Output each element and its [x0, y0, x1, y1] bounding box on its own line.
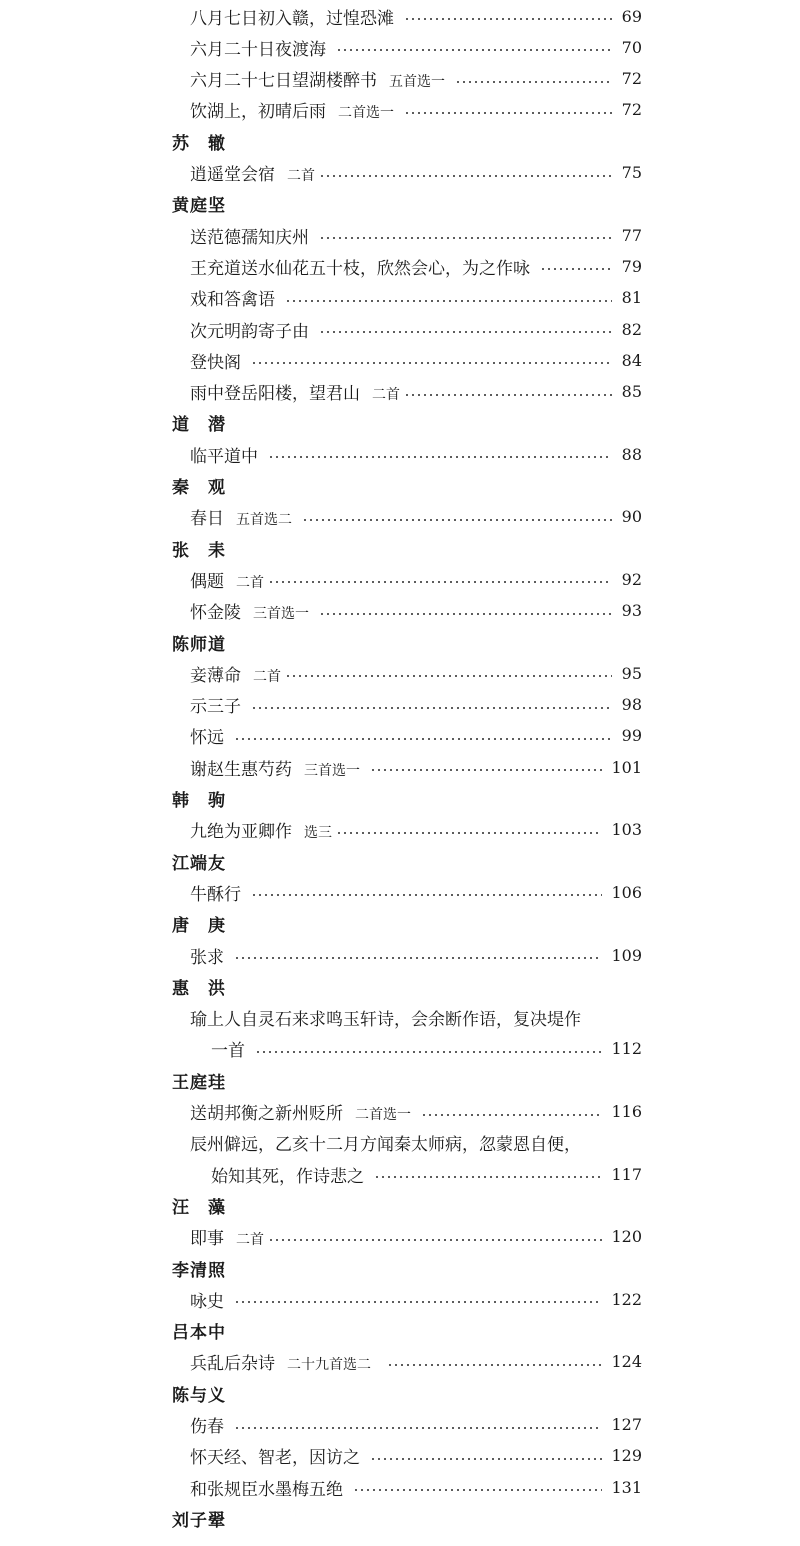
dot-leader: [234, 1301, 602, 1303]
toc-entry[interactable]: [0, 252, 800, 280]
poem-note: 三首选一: [304, 762, 360, 779]
dot-leader: [234, 738, 612, 740]
author-heading: 汪 藻: [172, 1197, 226, 1218]
toc-entry-line[interactable]: [0, 1129, 800, 1157]
page-number: 81: [621, 288, 642, 308]
dot-leader: [251, 707, 612, 709]
poem-title: [190, 160, 315, 185]
poem-title-text: 怀天经、智老，因访之: [190, 1448, 360, 1469]
poem-title-text: 六月二十七日望湖楼醉书: [190, 71, 377, 92]
author-heading: 陈师道: [172, 634, 226, 655]
dot-leader: [319, 175, 612, 177]
page-number: 72: [621, 100, 642, 120]
poem-title-text: 瑜上人自灵石来求鸣玉轩诗，会余断作语，复决堤作: [190, 1010, 581, 1031]
poem-title: [190, 943, 224, 968]
dot-leader: [404, 18, 612, 20]
poem-title-text: 张求: [190, 947, 224, 968]
poem-title-text: 临平道中: [190, 446, 258, 467]
poem-title-text: 和张规臣水墨梅五绝: [190, 1479, 343, 1500]
author-heading: 惠 洪: [172, 978, 226, 999]
page-number: 92: [621, 569, 642, 589]
author-heading: 道 潜: [172, 415, 226, 436]
page-number: 90: [621, 507, 642, 527]
poem-title: [190, 755, 360, 780]
toc-entry[interactable]: [0, 878, 800, 906]
dot-leader: [268, 456, 612, 458]
page-number: 122: [611, 1289, 642, 1309]
page-number: 70: [621, 37, 642, 57]
dot-leader: [336, 49, 612, 51]
page-number: 93: [621, 601, 642, 621]
poem-title-text: 即事: [190, 1229, 224, 1250]
author-heading: 吕本中: [172, 1323, 226, 1344]
poem-title-text: 怀远: [190, 728, 224, 749]
poem-title: [190, 285, 275, 310]
author-heading: 张 耒: [172, 540, 226, 561]
poem-title: [190, 1099, 411, 1124]
dot-leader: [387, 1364, 602, 1366]
toc-entry[interactable]: [0, 691, 800, 719]
poem-title: [190, 1475, 343, 1500]
poem-note: 二首选一: [338, 105, 394, 122]
poem-title: [190, 1224, 264, 1249]
toc-entry[interactable]: [0, 1473, 800, 1501]
author-heading: 江端友: [172, 853, 226, 874]
toc-entry[interactable]: [0, 346, 800, 374]
poem-note: 二首: [236, 1232, 264, 1249]
page-number: 82: [621, 319, 642, 339]
poem-title: [190, 97, 394, 122]
poem-title-text: 登快阁: [190, 352, 241, 373]
poem-note: 二首: [287, 168, 315, 184]
dot-leader: [540, 268, 612, 270]
poem-title-text: 牛酥行: [190, 884, 241, 905]
poem-title-text: 伤春: [190, 1417, 224, 1437]
poem-title-text: 王充道送水仙花五十枝，欣然会心，为之作咏: [190, 258, 530, 279]
page-number: 79: [621, 256, 642, 276]
page-number: 85: [621, 382, 642, 402]
poem-note: 二十九首选二: [287, 1357, 371, 1374]
toc-entry[interactable]: [0, 1442, 800, 1470]
dot-leader: [319, 331, 612, 333]
poem-note: 选三: [304, 825, 332, 842]
toc-entry[interactable]: [0, 1160, 800, 1188]
poem-title: [190, 35, 326, 60]
poem-title-text: 偶题: [190, 571, 224, 592]
poem-title-text: 八月七日初入赣，过惶恐滩: [190, 8, 394, 29]
toc-entry[interactable]: [0, 941, 800, 969]
page-number: 103: [611, 820, 642, 840]
author-heading: 王庭珪: [172, 1072, 226, 1093]
poem-title: [190, 4, 394, 29]
author-heading: 秦 观: [172, 478, 226, 498]
toc-entry-line[interactable]: [0, 1004, 800, 1032]
poem-title: [190, 223, 309, 248]
poem-title-text: 逍遥堂会宿: [190, 165, 275, 185]
toc-entry[interactable]: [0, 659, 800, 687]
poem-note: 二首: [253, 668, 281, 685]
poem-title-text: 始知其死，作诗悲之: [211, 1166, 364, 1187]
page-number: 72: [621, 69, 642, 89]
dot-leader: [251, 894, 602, 896]
dot-leader: [404, 112, 612, 114]
poem-note: 二首选一: [355, 1107, 411, 1123]
poem-title: [190, 254, 530, 279]
poem-note: 五首选一: [389, 74, 445, 91]
toc-entry[interactable]: [0, 96, 800, 124]
toc-entry[interactable]: [0, 816, 800, 844]
page-number: 124: [611, 1352, 642, 1372]
page-number: 77: [621, 225, 642, 245]
poem-title-text: 一首: [211, 1041, 245, 1062]
dot-leader: [255, 1051, 602, 1053]
dot-leader: [268, 1239, 602, 1241]
dot-leader: [302, 519, 612, 521]
toc-entry[interactable]: [0, 65, 800, 93]
toc-entry[interactable]: [0, 2, 800, 30]
poem-note: 三首选一: [253, 606, 309, 623]
poem-note: 五首选二: [236, 512, 292, 529]
toc-entry[interactable]: [0, 1035, 800, 1063]
dot-leader: [336, 832, 602, 834]
dot-leader: [268, 581, 612, 583]
toc-entry[interactable]: [0, 1223, 800, 1251]
author-heading: 陈与义: [172, 1385, 226, 1406]
poem-title-text: 雨中登岳阳楼，望君山: [190, 384, 360, 405]
poem-title-text: 示三子: [190, 697, 241, 718]
poem-title: [190, 379, 400, 404]
author-heading: 苏 辙: [172, 133, 226, 154]
author-heading: 刘子翚: [172, 1510, 226, 1531]
poem-title: [190, 661, 281, 686]
toc-entry[interactable]: [0, 1411, 800, 1439]
poem-title: [190, 1412, 224, 1437]
page-number: 88: [621, 444, 642, 464]
dot-leader: [285, 300, 612, 302]
dot-leader: [374, 1176, 602, 1178]
poem-title-text: 春日: [190, 509, 224, 530]
page-number: 101: [611, 757, 642, 777]
dot-leader: [319, 237, 612, 239]
author-heading: 韩 驹: [172, 791, 226, 811]
poem-note: 二首: [236, 574, 264, 591]
poem-title: [190, 1005, 581, 1030]
page-number: 69: [621, 6, 642, 26]
toc-entry[interactable]: [0, 315, 800, 343]
poem-title: [190, 442, 258, 467]
poem-title: [190, 880, 241, 905]
poem-title: [190, 66, 445, 91]
page-number: 99: [621, 726, 642, 746]
poem-title: [190, 1130, 581, 1155]
toc-entry[interactable]: [0, 159, 800, 187]
author-heading: 黄庭坚: [172, 196, 226, 217]
toc-entry[interactable]: [0, 1285, 800, 1313]
poem-title-text: 兵乱后杂诗: [190, 1354, 275, 1375]
dot-leader: [421, 1114, 602, 1116]
dot-leader: [370, 1458, 602, 1460]
poem-title: [190, 598, 309, 623]
poem-title: [190, 723, 224, 748]
poem-title: [190, 817, 332, 842]
dot-leader: [251, 362, 612, 364]
poem-title-text: 辰州僻远，乙亥十二月方闻秦太师病，忽蒙恩自便，: [190, 1135, 581, 1156]
page-number: 75: [621, 163, 642, 182]
toc-entry[interactable]: [0, 753, 800, 781]
poem-title-text: 怀金陵: [190, 603, 241, 624]
poem-title: [190, 1349, 371, 1374]
dot-leader: [370, 769, 602, 771]
page-number: 112: [611, 1039, 642, 1059]
poem-title-text: 妾薄命: [190, 665, 241, 686]
poem-title-text: 戏和答禽语: [190, 290, 275, 311]
page-number: 127: [611, 1415, 642, 1434]
page-number: 116: [611, 1102, 642, 1121]
poem-title: [190, 1443, 360, 1468]
page-number: 95: [621, 663, 642, 683]
toc-entry[interactable]: [0, 284, 800, 312]
author-heading: 唐 庚: [172, 916, 226, 937]
poem-title-text: 送胡邦衡之新州贬所: [190, 1104, 343, 1124]
page-number: 129: [611, 1446, 642, 1466]
page-number: 106: [611, 882, 642, 902]
toc-entry[interactable]: [0, 597, 800, 625]
poem-title: [190, 1287, 224, 1312]
poem-title-text: 谢赵生惠芍药: [190, 759, 292, 780]
poem-title: [190, 317, 309, 342]
poem-title: [190, 504, 292, 529]
toc-entry[interactable]: [0, 378, 800, 406]
poem-title: [211, 1162, 364, 1187]
poem-title-text: 次元明韵寄子由: [190, 321, 309, 342]
page-number: 98: [621, 695, 642, 715]
toc-entry[interactable]: [0, 440, 800, 468]
page-number: 117: [611, 1164, 642, 1184]
dot-leader: [319, 613, 612, 615]
poem-title-text: 送范德孺知庆州: [190, 227, 309, 248]
poem-title: [211, 1036, 245, 1061]
poem-title-text: 九绝为亚卿作: [190, 822, 292, 843]
dot-leader: [353, 1489, 602, 1491]
poem-title: [190, 692, 241, 717]
page-number: 131: [611, 1477, 642, 1497]
dot-leader: [285, 675, 612, 677]
page-number: 84: [621, 350, 642, 370]
page-number: 120: [611, 1227, 642, 1247]
toc-entry[interactable]: [0, 565, 800, 593]
toc-entry[interactable]: [0, 1098, 800, 1126]
dot-leader: [404, 394, 612, 396]
dot-leader: [455, 81, 612, 83]
poem-title: [190, 567, 264, 592]
toc-entry[interactable]: [0, 221, 800, 249]
author-heading: 李清照: [172, 1260, 226, 1281]
page-number: 109: [611, 945, 642, 965]
poem-title-text: 咏史: [190, 1291, 224, 1312]
poem-note: 二首: [372, 387, 400, 404]
toc-entry[interactable]: [0, 503, 800, 531]
toc-entry[interactable]: [0, 722, 800, 750]
poem-title: [190, 348, 241, 373]
toc-entry[interactable]: [0, 33, 800, 61]
dot-leader: [234, 957, 602, 959]
poem-title-text: 饮湖上，初晴后雨: [190, 102, 326, 123]
toc-entry[interactable]: [0, 1348, 800, 1376]
dot-leader: [234, 1427, 602, 1429]
poem-title-text: 六月二十日夜渡海: [190, 39, 326, 60]
